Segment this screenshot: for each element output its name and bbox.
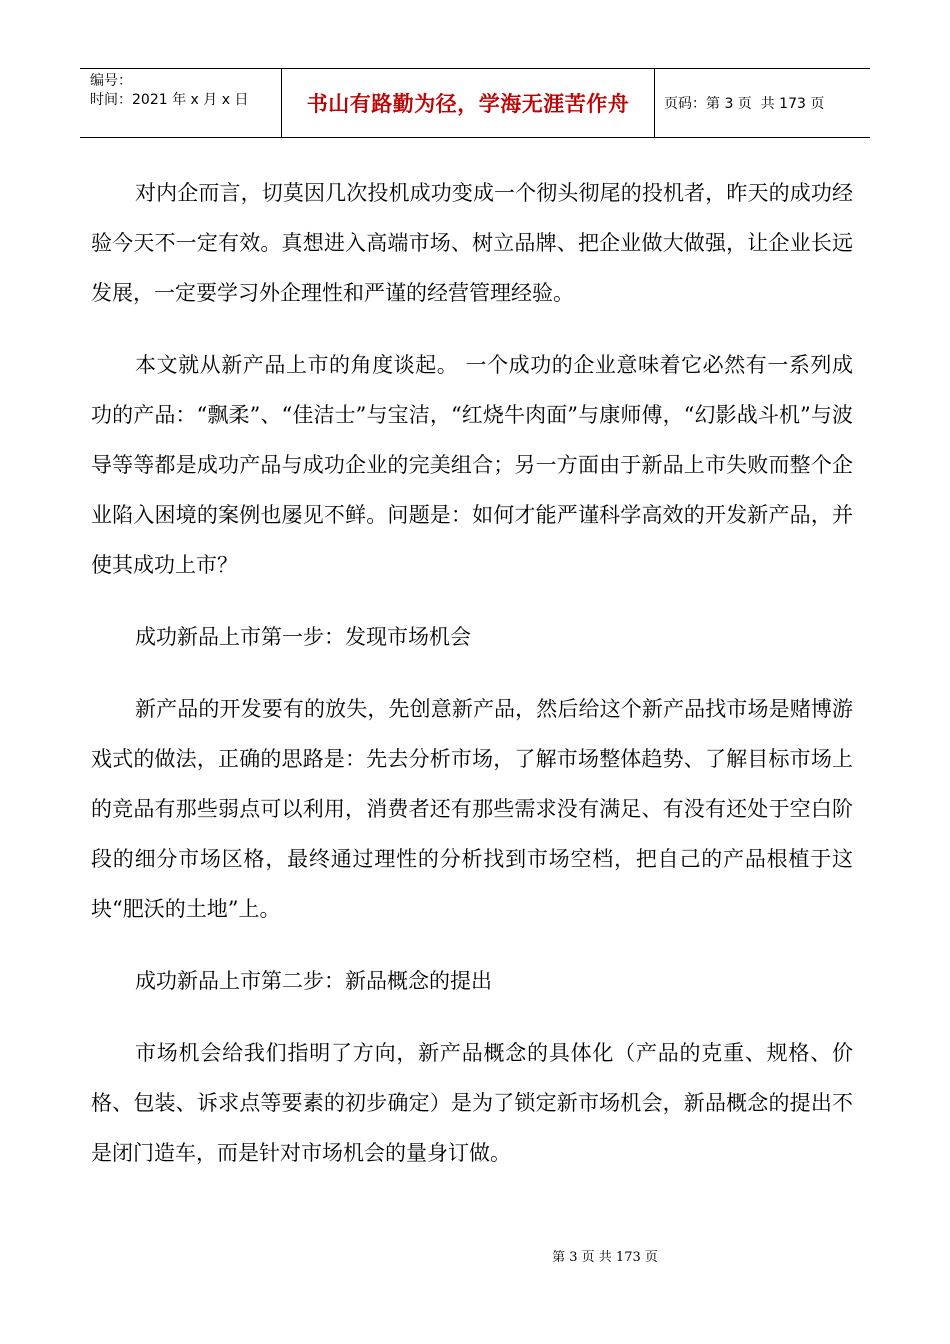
document-time-label: 时间：2021 年 x 月 x 日 — [90, 92, 249, 108]
footer-page-number: 第 3 页 共 173 页 — [552, 1250, 658, 1265]
document-number-label: 编号： — [90, 73, 132, 89]
paragraph-3: 新产品的开发要有的放失，先创意新产品，然后给这个新产品找市场是赌博游戏式的做法，正确的思路是：先去分析市场，了解市场整体趋势、了解目标市场上的竞品有那些弱点可以利用，消费者还有那些需求没有满足、有没有还处于空白阶段的细分市场区格，最终通过理性的分析找到市场空档，把自己的产品根植于这块“肥沃的土地”上。 — [91, 697, 853, 921]
document-body — [91, 168, 853, 1200]
paragraph-1: 对内企而言，切莫因几次投机成功变成一个彻头彻尾的投机者，昨天的成功经验今天不一定有效。真想进入高端市场、树立品牌、把企业做大做强，让企业长远发展，一定要学习外企理性和严谨的经营管理经验。 — [91, 181, 853, 305]
section-heading-step-2: 成功新品上市第二步：新品概念的提出 — [135, 969, 492, 993]
header-motto: 书山有路勤为径，学海无涯苦作舟 — [282, 69, 655, 137]
paragraph-4: 市场机会给我们指明了方向，新产品概念的具体化（产品的克重、规格、价格、包装、诉求点等要素的初步确定）是为了锁定新市场机会，新品概念的提出不是闭门造车，而是针对市场机会的量身订做。 — [91, 1041, 853, 1165]
header-page-info — [655, 69, 870, 137]
header-meta — [80, 69, 282, 137]
header-page-label: 页码：第 3 页 共 173 页 — [664, 96, 825, 112]
page-footer — [0, 1246, 950, 1265]
section-heading-step-1: 成功新品上市第一步：发现市场机会 — [135, 625, 471, 649]
page-header — [80, 68, 870, 138]
paragraph-2: 本文就从新产品上市的角度谈起。 一个成功的企业意味着它必然有一系列成功的产品：“飘柔”、“佳洁士”与宝洁，“红烧牛肉面”与康师傅，“幻影战斗机”与波导等等都是成功产品与成功企业的完美组合；另一方面由于新品上市失败而整个企业陷入困境的案例也屡见不鲜。问题是：如何才能严谨科学高效的开发新产品，并使其成功上市？ — [91, 353, 853, 577]
